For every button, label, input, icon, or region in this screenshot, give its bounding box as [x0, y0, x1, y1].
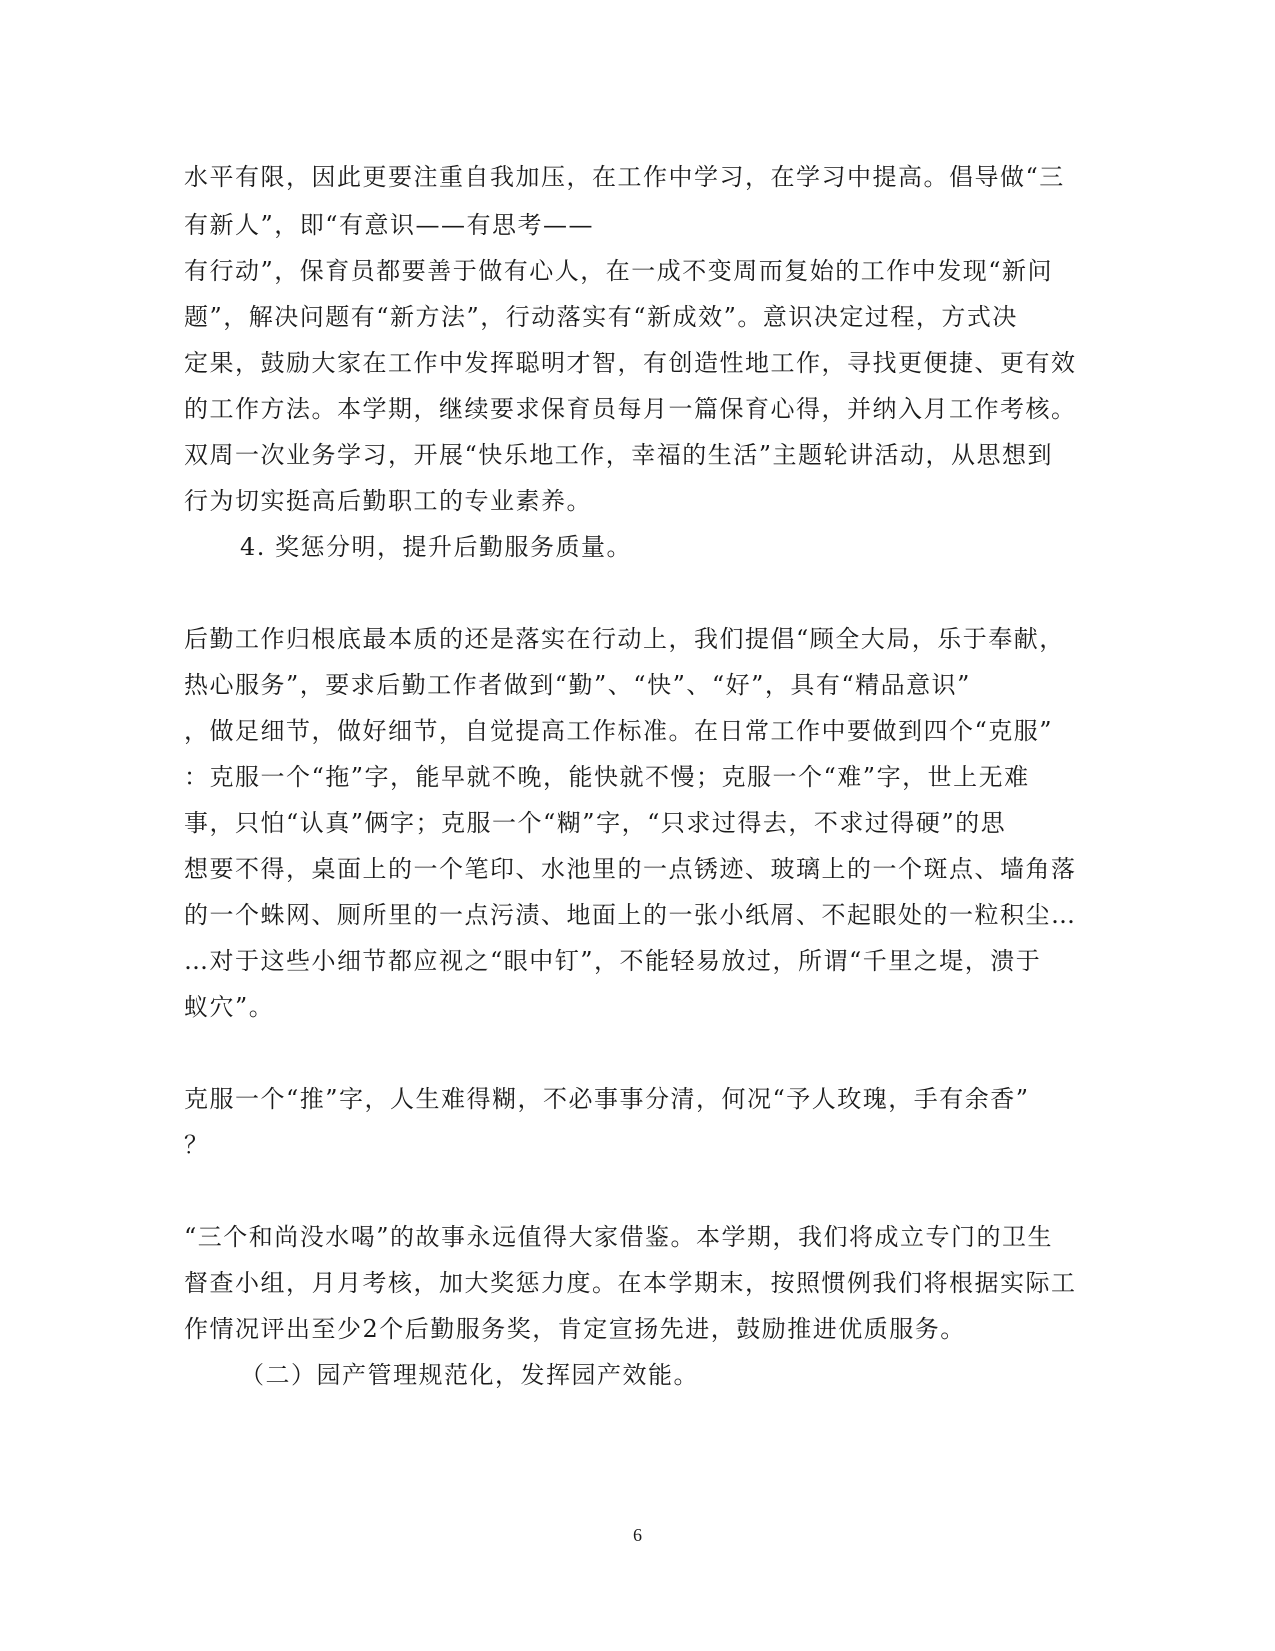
text-line: 蚁穴”。	[184, 993, 275, 1021]
section-heading: （二）园产管理规范化，发挥园产效能。	[240, 1361, 699, 1389]
text-line: ：克服一个“拖”字，能早就不晚，能快就不慢；克服一个“难”字，世上无难	[184, 763, 1030, 791]
text-line: “三个和尚没水喝”的故事永远值得大家借鉴。本学期，我们将成立专门的卫生	[184, 1223, 1054, 1251]
text-line: ，做足细节，做好细节，自觉提高工作标准。在日常工作中要做到四个“克服”	[184, 717, 1054, 745]
text-line: ？	[184, 1131, 210, 1159]
text-line: 有行动”，保育员都要善于做有心人，在一成不变周而复始的工作中发现“新问	[184, 257, 1054, 285]
text-line: 想要不得，桌面上的一个笔印、水池里的一点锈迹、玻璃上的一个斑点、墙角落	[184, 855, 1077, 883]
page-number: 6	[633, 1525, 642, 1545]
text-line: 克服一个“推”字，人生难得糊，不必事事分清，何况“予人玫瑰，手有余香”	[184, 1085, 1030, 1113]
text-line: 的工作方法。本学期，继续要求保育员每月一篇保育心得，并纳入月工作考核。	[184, 395, 1077, 423]
text-line: 事，只怕“认真”俩字；克服一个“糊”字，“只求过得去，不求过得硬”的思	[184, 809, 1007, 837]
text-line: 水平有限，因此更要注重自我加压，在工作中学习，在学习中提高。倡导做“三	[184, 163, 1065, 191]
text-line: 督查小组，月月考核，加大奖惩力度。在本学期末，按照惯例我们将根据实际工	[184, 1269, 1077, 1297]
text-line: 题”，解决问题有“新方法”，行动落实有“新成效”。意识决定过程，方式决	[184, 303, 1018, 331]
section-heading: 4. 奖惩分明，提升后勤服务质量。	[240, 533, 633, 561]
text-line: 的一个蛛网、厕所里的一点污渍、地面上的一张小纸屑、不起眼处的一粒积尘…	[184, 901, 1077, 929]
text-line: 作情况评出至少2个后勤服务奖，肯定宣扬先进，鼓励推进优质服务。	[184, 1315, 966, 1343]
text-line: 有新人”，即“有意识——有思考——	[184, 211, 595, 239]
text-line: …对于这些小细节都应视之“眼中钉”，不能轻易放过，所谓“千里之堤，溃于	[184, 947, 1042, 975]
text-line: 行为切实挺高后勤职工的专业素养。	[184, 487, 592, 515]
text-line: 定果，鼓励大家在工作中发挥聪明才智，有创造性地工作，寻找更便捷、更有效	[184, 349, 1077, 377]
text-line: 后勤工作归根底最本质的还是落实在行动上，我们提倡“顾全大局，乐于奉献，	[184, 625, 1065, 653]
text-line: 双周一次业务学习，开展“快乐地工作，幸福的生活”主题轮讲活动，从思想到	[184, 441, 1054, 469]
text-line: 热心服务”，要求后勤工作者做到“勤”、“快”、“好”，具有“精品意识”	[184, 671, 971, 699]
